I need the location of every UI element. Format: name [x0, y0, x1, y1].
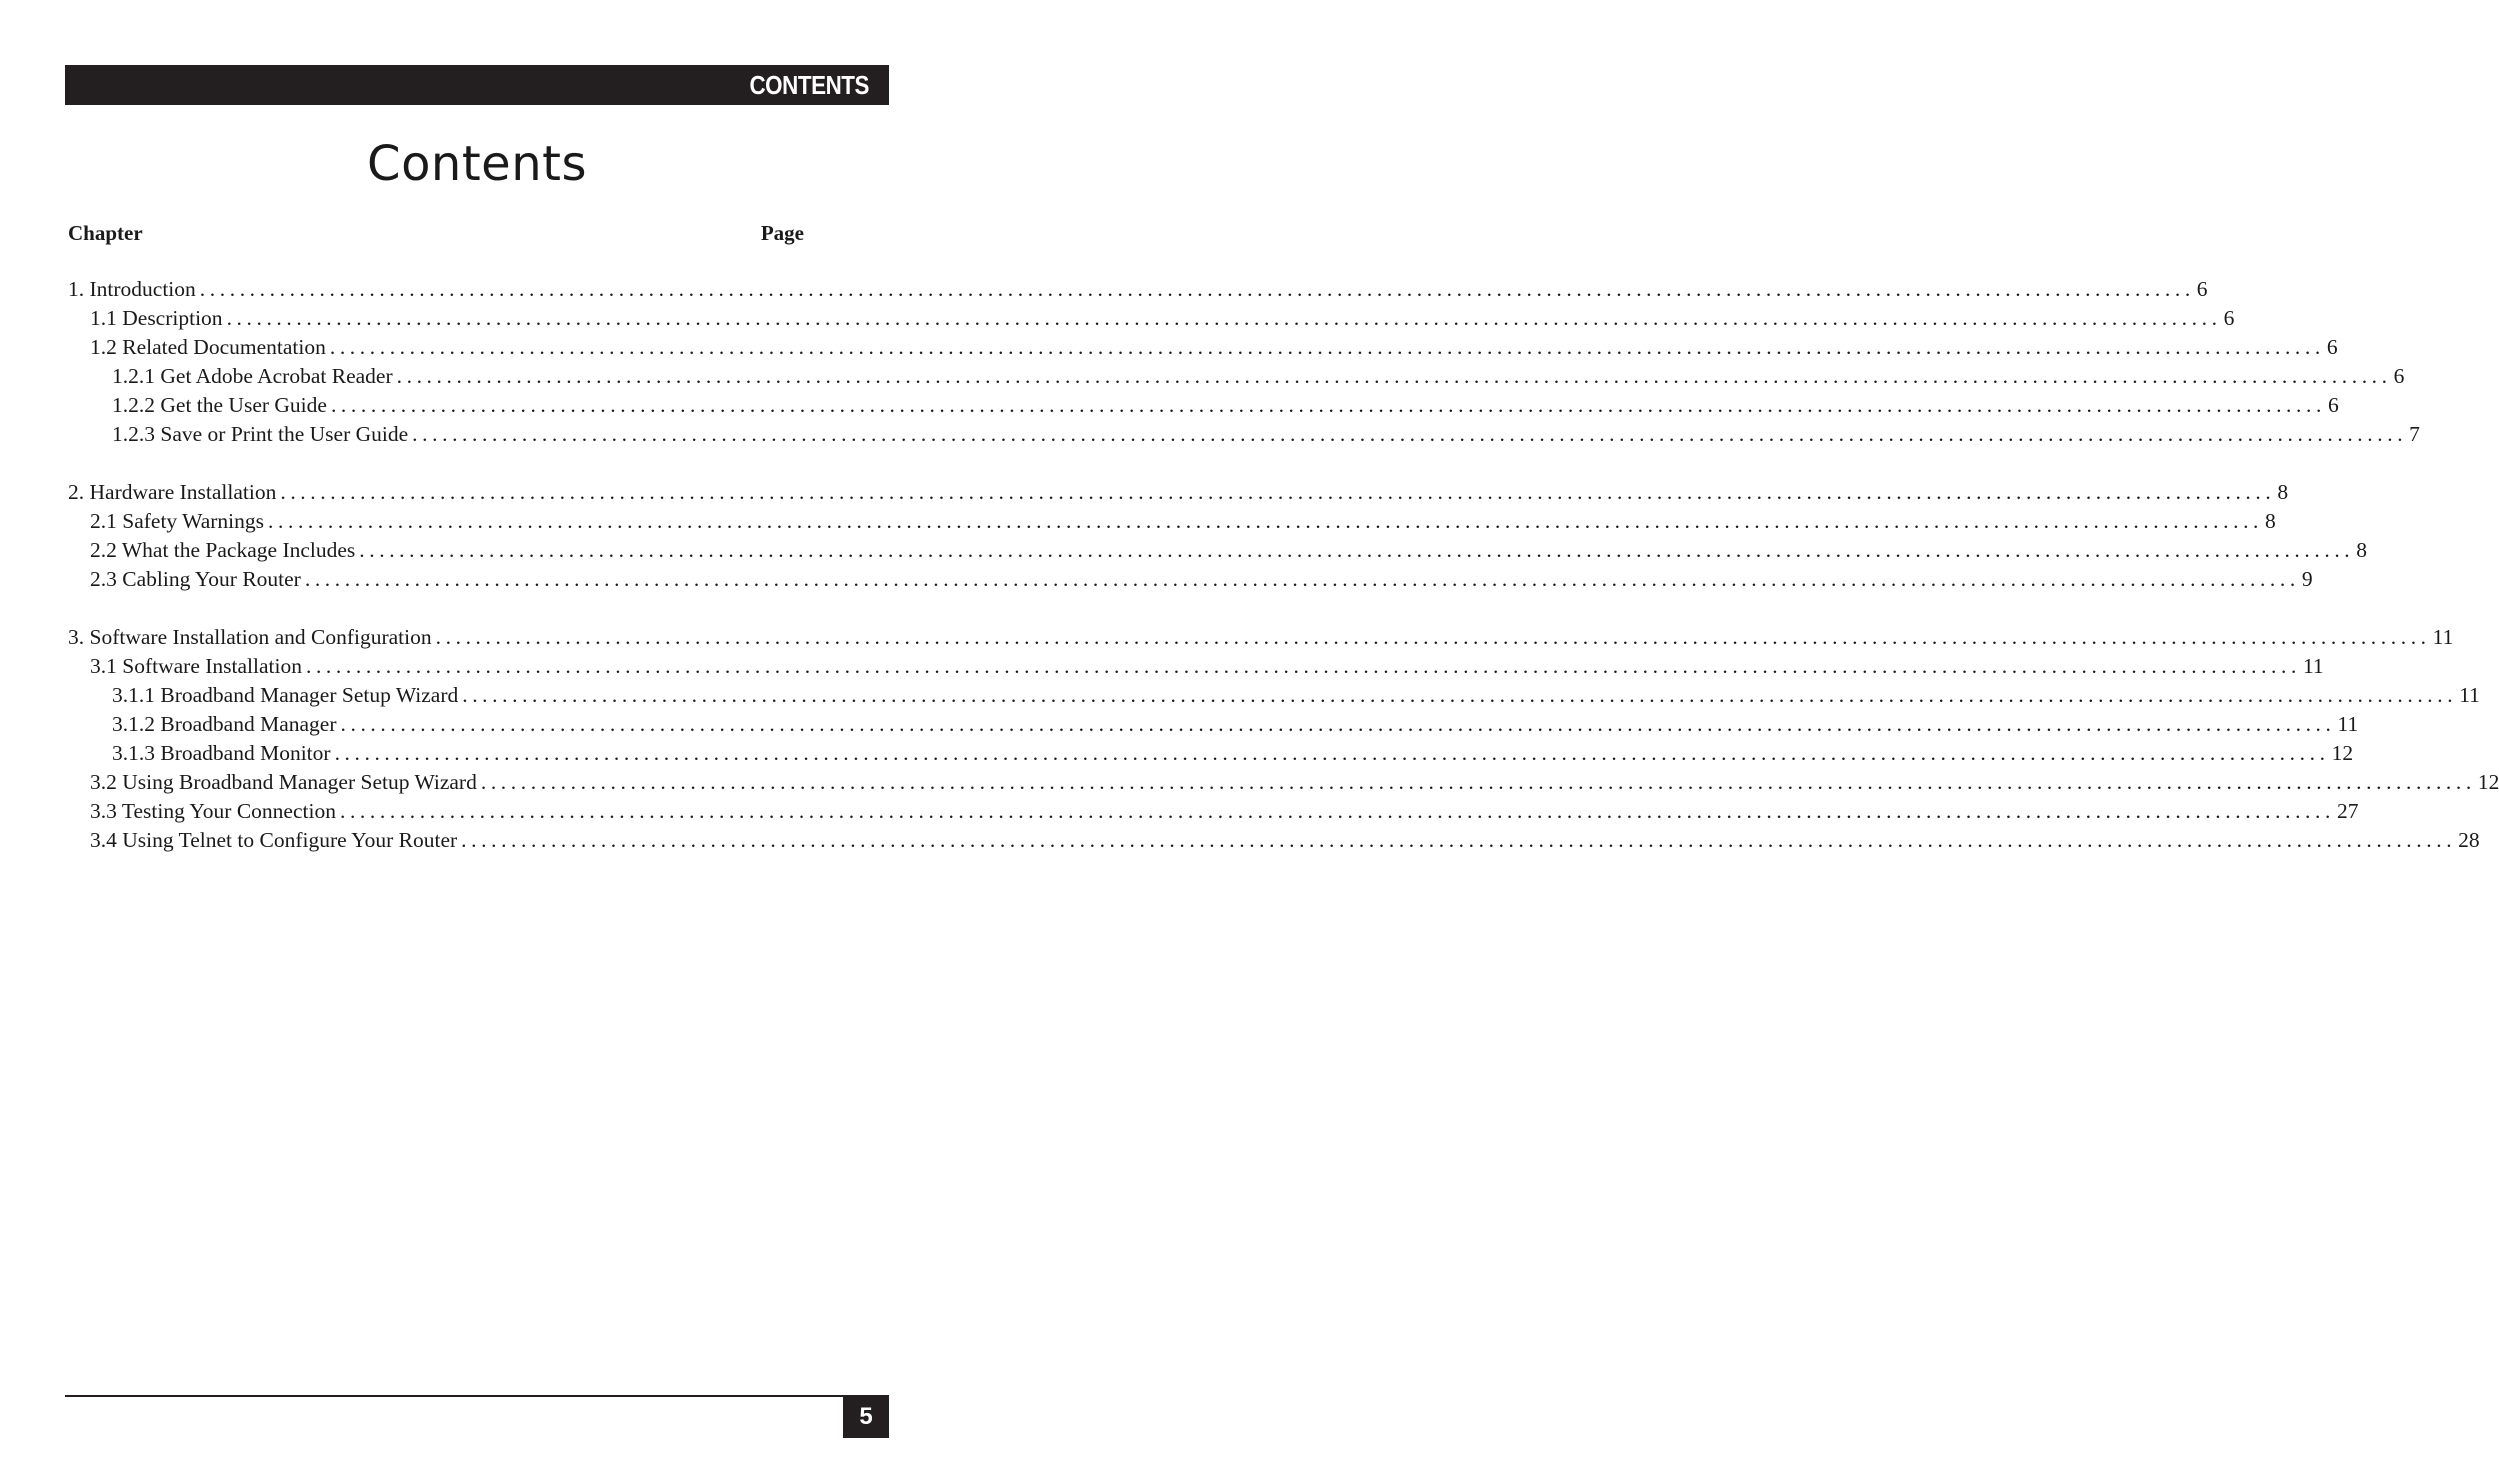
toc-entry-page: 28 [2458, 828, 2480, 852]
toc-entry-title: 1.2.3 Save or Print the User Guide [112, 422, 409, 446]
toc-leader-dots: ........................................................................................................................................................................................................ [304, 567, 2300, 591]
toc-entry-page: 6 [2196, 277, 2208, 301]
toc-entry-page: 6 [2326, 335, 2338, 359]
toc-leader-dots: ........................................................................................................................................................................................................ [461, 828, 2457, 852]
toc-entry-title: 2.3 Cabling Your Router [90, 567, 301, 591]
toc-entry-title: 3.1.3 Broadband Monitor [112, 741, 331, 765]
toc-entry-page: 11 [2337, 712, 2359, 736]
toc-entry-title: 1. Introduction [68, 277, 196, 301]
toc-leader-dots: ........................................................................................................................................................................................................ [359, 538, 2355, 562]
page-number: 5 [859, 1403, 873, 1430]
toc-entry-page: 8 [2356, 538, 2368, 562]
toc-entry-title: 2.2 What the Package Includes [90, 538, 356, 562]
toc-entry-title: 3.3 Testing Your Connection [90, 799, 336, 823]
toc-entry [112, 391, 2339, 420]
toc-leader-dots: ........................................................................................................................................................................................................ [199, 277, 2195, 301]
toc-leader-dots: ........................................................................................................................................................................................................ [334, 741, 2330, 765]
toc-entry-title: 1.2 Related Documentation [90, 335, 326, 359]
toc-entry [68, 478, 2289, 507]
toc-leader-dots: ........................................................................................................................................................................................................ [280, 480, 2276, 504]
header-label: CONTENTS [749, 70, 869, 100]
toc-leader-dots: ........................................................................................................................................................................................................ [480, 770, 2476, 794]
toc-entry-page: 7 [2409, 422, 2420, 446]
toc-leader-dots: ........................................................................................................................................................................................................ [268, 509, 2264, 533]
toc-leader-dots: ........................................................................................................................................................................................................ [330, 393, 2326, 417]
toc-entry [90, 826, 2480, 855]
page-number-box [843, 1395, 889, 1438]
toc-entry [112, 710, 2359, 739]
toc-entry-page: 6 [2223, 306, 2235, 330]
toc-entry-title: 2. Hardware Installation [68, 480, 277, 504]
toc-entry [90, 768, 2499, 797]
toc-entry-title: 3.1.1 Broadband Manager Setup Wizard [112, 683, 459, 707]
toc-entry-page: 12 [2331, 741, 2354, 765]
toc-entry-title: 2.1 Safety Warnings [90, 509, 265, 533]
toc-entry [90, 652, 2324, 681]
toc-entry [90, 565, 2313, 594]
toc-entry-title: 1.2.1 Get Adobe Acrobat Reader [112, 364, 393, 388]
toc-entry-title: 3.1 Software Installation [90, 654, 302, 678]
toc-leader-dots: ........................................................................................................................................................................................................ [340, 712, 2336, 736]
toc-entry-title: 3. Software Installation and Configuration [68, 625, 432, 649]
toc-entry-page: 12 [2477, 770, 2499, 794]
page-title: Contents [367, 136, 587, 192]
toc-entry [112, 681, 2480, 710]
toc-entry [90, 333, 2338, 362]
toc-leader-dots: ........................................................................................................................................................................................................ [396, 364, 2392, 388]
toc-leader-dots: ........................................................................................................................................................................................................ [435, 625, 2431, 649]
toc-entry [68, 275, 2208, 304]
toc-entry-page: 11 [2302, 654, 2324, 678]
toc-leader-dots: ........................................................................................................................................................................................................ [329, 335, 2325, 359]
toc-entry [90, 797, 2359, 826]
toc-entry-page: 8 [2277, 480, 2289, 504]
toc-entry-page: 11 [2459, 683, 2480, 707]
toc-entry-title: 1.1 Description [90, 306, 223, 330]
column-header-page: Page [760, 221, 804, 245]
toc-entry [112, 362, 2405, 391]
column-header-chapter: Chapter [68, 221, 143, 245]
header-bar [65, 65, 889, 105]
toc-entry-title: 3.1.2 Broadband Manager [112, 712, 337, 736]
toc-entry [90, 304, 2235, 333]
toc-entry-page: 27 [2336, 799, 2359, 823]
toc-entry-title: 3.2 Using Broadband Manager Setup Wizard [90, 770, 477, 794]
toc-entry [90, 536, 2368, 565]
toc-entry-page: 6 [2393, 364, 2405, 388]
toc-entry-page: 11 [2432, 625, 2454, 649]
toc-entry [90, 507, 2276, 536]
toc-entry-page: 6 [2327, 393, 2339, 417]
toc-leader-dots: ........................................................................................................................................................................................................ [226, 306, 2222, 330]
toc-entry [68, 623, 2454, 652]
footer-rule [65, 1395, 843, 1397]
toc-entry-title: 3.4 Using Telnet to Configure Your Router [90, 828, 458, 852]
toc-leader-dots: ........................................................................................................................................................................................................ [412, 422, 2408, 446]
toc-entry-page: 9 [2301, 567, 2313, 591]
toc-entry [112, 739, 2354, 768]
toc-entry-title: 1.2.2 Get the User Guide [112, 393, 327, 417]
toc-entry [112, 420, 2420, 449]
toc-leader-dots: ........................................................................................................................................................................................................ [339, 799, 2335, 823]
toc-entry-page: 8 [2265, 509, 2276, 533]
toc-leader-dots: ........................................................................................................................................................................................................ [462, 683, 2458, 707]
toc-leader-dots: ........................................................................................................................................................................................................ [305, 654, 2301, 678]
